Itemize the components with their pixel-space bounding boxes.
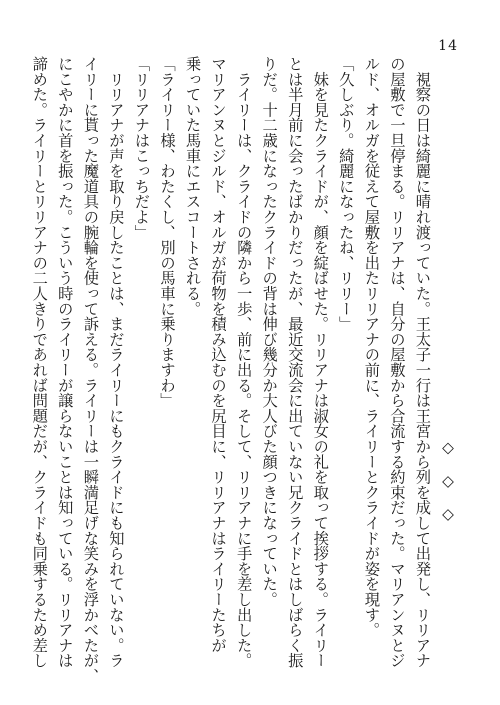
text-line: にこやかに首を振った。こういう時のライリーが譲らないことは知っている。リリアナは: [55, 56, 74, 668]
dialogue-line: 「ライリー様、わたくし、別の馬車に乗りますわ」: [157, 56, 176, 408]
text-line: 妹を見たクライドが、顔を綻ばせた。リリアナは淑女の礼を取って挨拶する。ライリー: [311, 56, 330, 668]
text-line: リリアナが声を取り戻したことは、まだライリーにもクライドにも知られていない。ラ: [106, 56, 125, 668]
text-line: りだ。十二歳になったクライドの背は伸び幾分か大人びた顔つきになっていた。: [260, 56, 279, 607]
novel-text-block: [30, 56, 460, 684]
text-line: イリーに貰った魔道具の腕輪を使って訴える。ライリーは一瞬満足げな笑みを浮かべたが、: [81, 56, 100, 684]
text-line: とは半月前に会ったばかりだったが、最近交流会に出ていない兄クライドとはしばらく振: [285, 56, 304, 668]
text-line: マリアンヌとジルド、オルガが荷物を積み込むのを尻目に、リリアナはライリーたちが: [209, 56, 228, 653]
text-line: ルド、オルガを従えて屋敷を出たリリアナの前に、ライリーとクライドが姿を現す。: [362, 56, 381, 638]
text-line: の屋敷で一旦停まる。リリアナは、自分の屋敷から合流する約束だった。マリアンヌとジ: [387, 56, 406, 668]
page-number: 14: [438, 38, 458, 54]
text-line: 諦めた。ライリーとリリアナの二人きりであれば問題だが、クライドも同乗するため差し: [30, 56, 49, 668]
text-line: ライリーは、クライドの隣から一歩、前に出る。そして、リリアナに手を差し出した。: [234, 56, 253, 668]
text-line: 乗っていた馬車にエスコートされる。: [183, 56, 202, 317]
text-line: 視察の日は綺麗に晴れ渡っていた。王太子一行は王宮から列を成して出発し、リリアナ: [413, 56, 432, 668]
scene-break-line: ◇ ◇ ◇: [439, 56, 457, 524]
dialogue-line: 「久しぶり。綺麗になったね、リリー」: [336, 56, 355, 332]
dialogue-line: 「リリアナはこっちだよ」: [132, 56, 151, 240]
